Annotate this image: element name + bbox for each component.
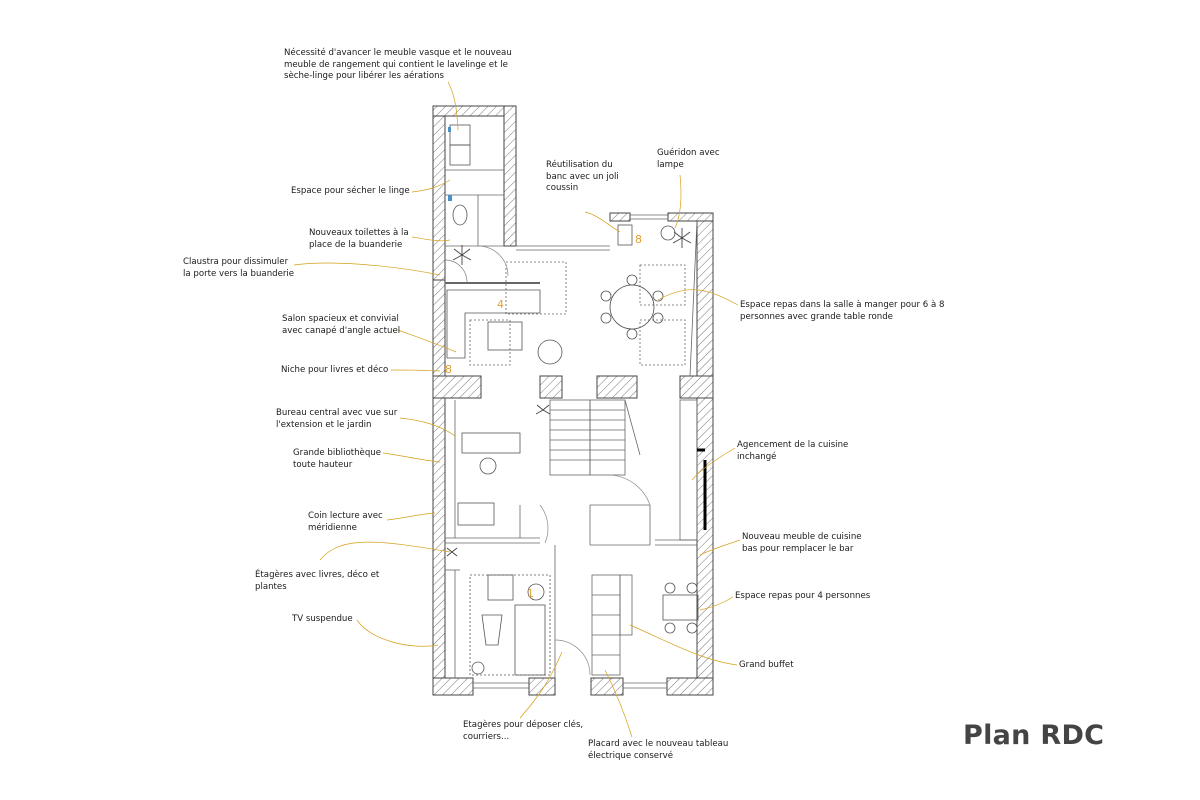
wall-front-mid <box>529 678 555 695</box>
door-swings <box>445 246 650 675</box>
wall-annex-right <box>504 106 516 246</box>
plan-title: Plan RDC <box>963 720 1105 751</box>
annotation-cles: Etagères pour déposer clés, courriers... <box>463 720 584 742</box>
wall-mid-1 <box>433 376 481 398</box>
annotation-repas4: Espace repas pour 4 personnes <box>735 591 871 601</box>
annotation-cuisine: Agencement de la cuisine inchangé <box>737 440 849 462</box>
annotation-buffet: Grand buffet <box>739 660 794 670</box>
annotation-vasque: Nécessité d'avancer le meuble vasque et le nouveau meuble de rangement qui contient le lavelinge et le sèche-linge pour libérer les aérations <box>284 48 512 81</box>
room-number-4: 4 <box>497 298 504 311</box>
annotation-secher: Espace pour sécher le linge <box>291 186 410 196</box>
annotation-banc: Réutilisation du banc avec un joli coussin <box>546 160 619 193</box>
partitions <box>445 170 705 688</box>
room-number-1: 1 <box>527 587 534 600</box>
annotation-salon: Salon spacieux et convivial avec canapé d'angle actuel <box>282 314 401 336</box>
annotation-lecture: Coin lecture avec méridienne <box>308 511 383 533</box>
wall-mid-2 <box>540 376 562 398</box>
wall-ext-top-right <box>668 213 713 221</box>
annotation-etageres: Étagères avec livres, déco et plantes <box>255 570 380 592</box>
annotation-meuble-cuisine: Nouveau meuble de cuisine bas pour remplacer le bar <box>742 532 862 554</box>
annotation-repas8: Espace repas dans la salle à manger pour 6 à 8 personnes avec grande table ronde <box>740 300 945 322</box>
annotation-gueridon: Guéridon avec lampe <box>657 148 720 170</box>
annotation-niche: Niche pour livres et déco <box>281 365 389 375</box>
annotation-tv: TV suspendue <box>292 614 353 624</box>
room-number-8: 8 <box>445 363 452 376</box>
wall-front-right <box>667 678 713 695</box>
wall-front-left <box>433 678 473 695</box>
wall-front-mid2 <box>591 678 623 695</box>
room-number-5: 8 <box>635 233 642 246</box>
plants <box>447 228 691 556</box>
wall-main-right <box>697 213 713 695</box>
wall-mid-3 <box>597 376 637 398</box>
wall-ext-top-left <box>610 213 630 221</box>
wall-main-left <box>433 280 445 695</box>
wall-mid-4 <box>680 376 713 398</box>
annotation-toilettes: Nouveaux toilettes à la place de la buanderie <box>309 228 409 250</box>
annotation-bureau: Bureau central avec vue sur l'extension et le jardin <box>276 408 398 430</box>
annotation-placard: Placard avec le nouveau tableau électrique conservé <box>588 739 729 761</box>
annotation-claustra: Claustra pour dissimuler la porte vers la buanderie <box>183 257 295 279</box>
wall-annex-left <box>433 106 445 280</box>
annotation-bibliotheque: Grande bibliothèque toute hauteur <box>293 448 382 470</box>
